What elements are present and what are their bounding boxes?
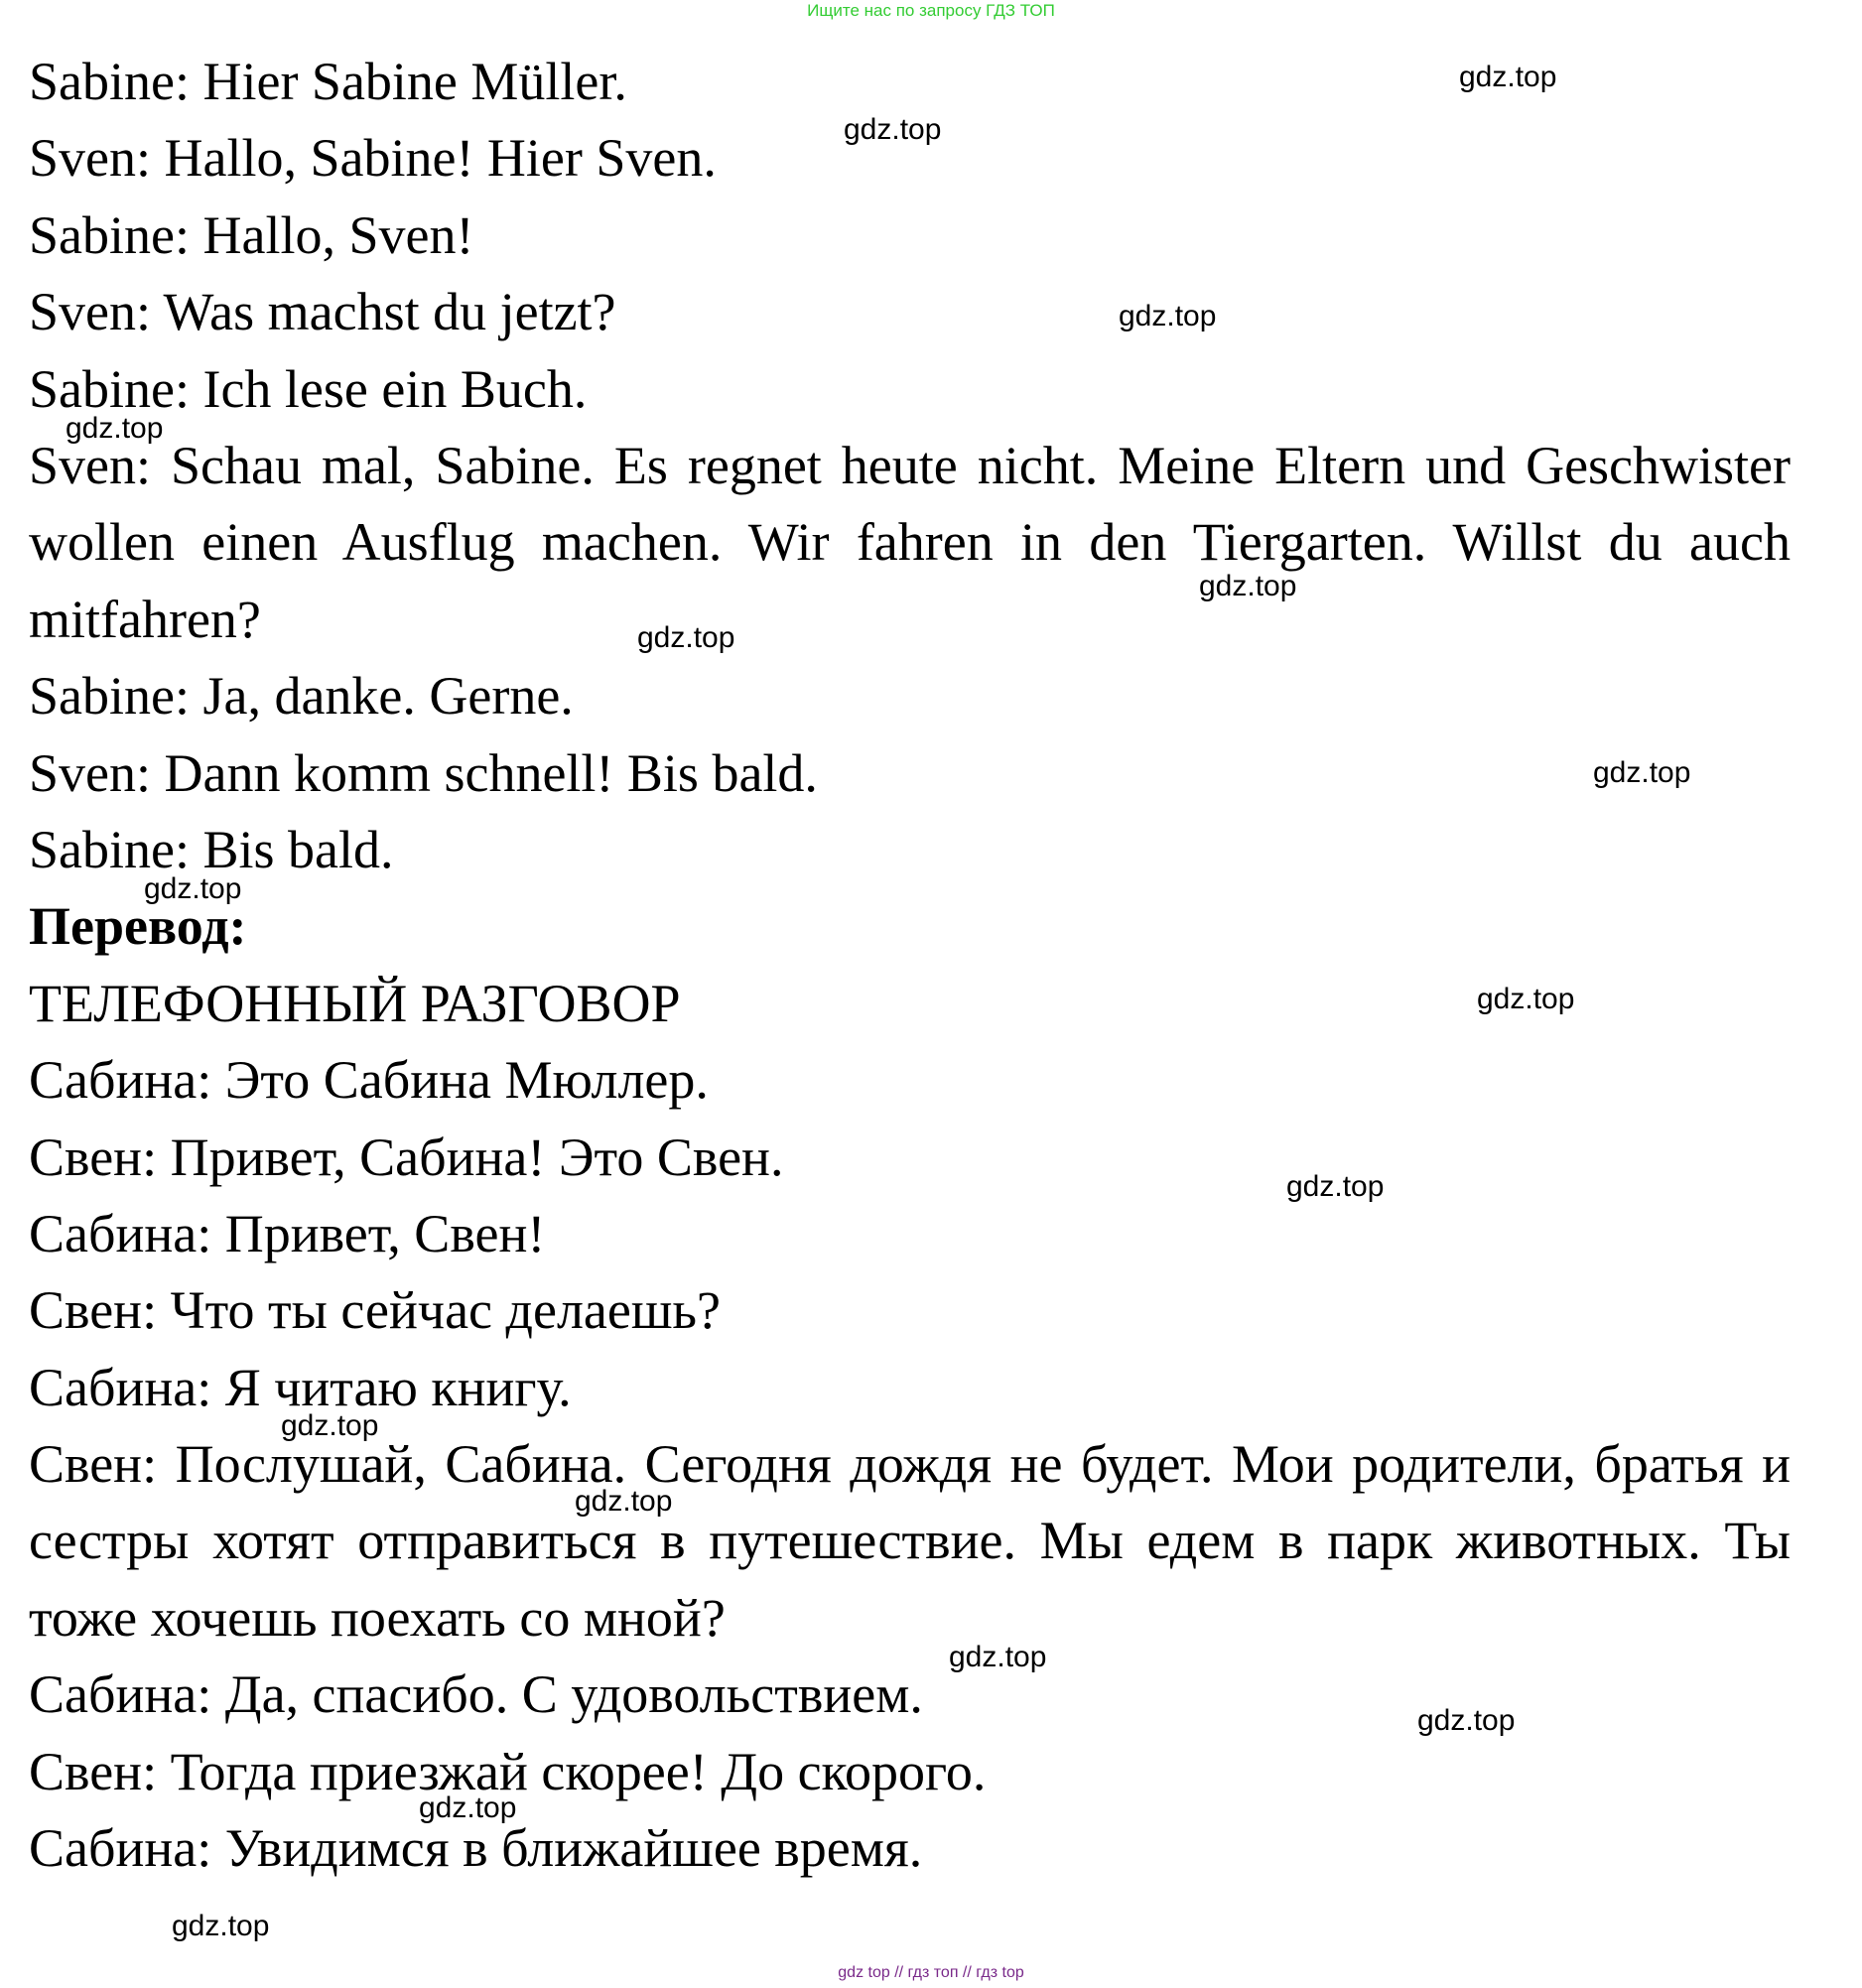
dialog-line-ru: Свен: Что ты сейчас делаешь? (29, 1280, 722, 1341)
watermark: gdz.top (575, 1485, 673, 1518)
dialog-line-de: Sabine: Bis bald. (29, 819, 394, 879)
dialog-line-ru: Сабина: Я читаю книгу. (29, 1357, 572, 1417)
watermark: gdz.top (172, 1910, 270, 1942)
watermark: gdz.top (66, 412, 164, 445)
watermark: gdz.top (419, 1791, 517, 1824)
dialog-line-ru: Сабина: Увидимся в ближайшее время. (29, 1818, 923, 1879)
watermark: gdz.top (949, 1641, 1047, 1673)
translation-title: ТЕЛЕФОННЫЙ РАЗГОВОР (29, 973, 681, 1033)
dialog-line-de: Sabine: Ich lese ein Buch. (29, 358, 588, 419)
watermark: gdz.top (844, 113, 942, 146)
footer-text: gdz top // гдз топ // гдз top (838, 1964, 1024, 1981)
dialog-line-de: Sabine: Hier Sabine Müller. (29, 52, 627, 111)
top-banner: Ищите нас по запросу ГДЗ ТОП (807, 1, 1055, 20)
watermark: gdz.top (1593, 756, 1691, 789)
watermark: gdz.top (1477, 983, 1575, 1015)
dialog-line-ru: Сабина: Привет, Свен! (29, 1203, 546, 1263)
dialog-line-de: Sven: Dann komm schnell! Bis bald. (29, 742, 818, 803)
translation-heading: Перевод: (29, 896, 247, 957)
dialog-paragraph-de: Sven: Schau mal, Sabine. Es regnet heute nicht. Meine Eltern und Geschwister wollen einen Ausflug machen. Wir fahren in den Tiergarten. Willst du auch mitfahren? (29, 435, 1791, 649)
dialog-paragraph-ru: Свен: Послушай, Сабина. Сегодня дождя не будет. Мои родители, братья и сестры хотят отправиться в путешествие. Мы едем в парк животных. Ты тоже хочешь поехать со мной? (29, 1434, 1791, 1648)
watermark: gdz.top (1417, 1704, 1516, 1737)
dialog-line-de: Sven: Was machst du jetzt? (29, 282, 616, 342)
dialog-line-de: Sven: Hallo, Sabine! Hier Sven. (29, 128, 717, 189)
watermark: gdz.top (1199, 570, 1297, 602)
dialog-line-ru: Свен: Привет, Сабина! Это Свен. (29, 1127, 784, 1187)
watermark: gdz.top (281, 1409, 379, 1442)
document-content (29, 44, 1791, 1887)
dialog-line-ru: Сабина: Да, спасибо. С удовольствием. (29, 1664, 923, 1725)
watermark: gdz.top (637, 621, 735, 654)
watermark: gdz.top (1119, 300, 1217, 332)
dialog-line-ru: Свен: Тогда приезжай скорее! До скорого. (29, 1741, 987, 1801)
watermark: gdz.top (1459, 61, 1557, 93)
watermark: gdz.top (1286, 1170, 1385, 1203)
dialog-line-ru: Сабина: Это Сабина Мюллер. (29, 1050, 709, 1111)
dialog-line-de: Sabine: Ja, danke. Gerne. (29, 666, 574, 727)
dialog-line-de: Sabine: Hallo, Sven! (29, 204, 474, 265)
watermark: gdz.top (144, 872, 242, 905)
